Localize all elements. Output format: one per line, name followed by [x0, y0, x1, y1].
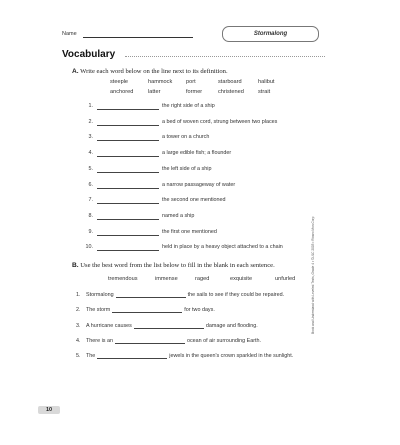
definition-text: a large edible fish; a flounder [162, 150, 232, 157]
answer-blank[interactable] [97, 250, 159, 251]
definition-text: the second one mentioned [162, 197, 226, 204]
sentence-after-text: jewels in the queen's crown sparkled in the sunlight. [169, 353, 294, 360]
answer-blank[interactable] [97, 172, 159, 173]
sentence-row [76, 323, 258, 329]
section-b-letter: B. [72, 262, 79, 269]
answer-blank[interactable] [97, 140, 159, 141]
answer-blank[interactable] [97, 235, 159, 236]
sentence-after-text: for two days. [184, 307, 215, 314]
definition-text: the left side of a ship [162, 165, 212, 172]
section-b-text: Use the best word from the list below to fill in the blank in each sentence. [80, 262, 275, 269]
word-bank-item: latter [148, 89, 161, 95]
name-label: Name [62, 31, 77, 37]
definition-text: the right side of a ship [162, 103, 215, 109]
copyright-notice: Book and Understand with Leveled Texts, Grade 4 • ©LSC 2003 • Rivaro Mon Corp [311, 216, 315, 334]
sentence-before-text: There is an [86, 337, 113, 344]
section-a-instruction [72, 68, 228, 75]
sentence-blank[interactable] [97, 353, 167, 359]
word-bank-item: tremendous [108, 276, 138, 282]
item-number: 3. [88, 134, 93, 141]
answer-blank[interactable] [97, 219, 159, 220]
sentence-blank[interactable] [112, 307, 182, 313]
item-number: 7. [88, 197, 93, 204]
answer-blank[interactable] [97, 109, 159, 110]
word-bank-item: former [186, 89, 203, 95]
name-blank[interactable] [83, 37, 193, 38]
word-bank-item: christened [218, 89, 244, 95]
sentence-after-text: ocean of air surrounding Earth. [186, 337, 261, 344]
item-number: 9. [88, 228, 93, 235]
sentence-blank[interactable] [116, 292, 186, 298]
word-bank-item: exquisite [230, 276, 253, 282]
sentence-after-text: the sails to see if they could be repaired. [187, 292, 285, 298]
sentence-after-text: damage and flooding. [205, 322, 258, 329]
sentence-number: 4. [76, 337, 81, 344]
section-a-letter: A. [72, 68, 79, 75]
word-bank-item: immense [155, 276, 178, 282]
word-bank-item: steeple [110, 79, 129, 85]
sentence-before-text: Stormalong [86, 292, 114, 298]
sentence-row [76, 292, 284, 298]
definition-text: a bed of woven cord, strung between two places [162, 118, 278, 125]
sentence-number: 2. [76, 307, 81, 314]
section-b-instruction [72, 262, 275, 269]
sentence-number: 1. [76, 292, 81, 298]
sentence-blank[interactable] [115, 338, 185, 344]
word-bank-item: halibut [258, 79, 275, 85]
answer-blank[interactable] [97, 156, 159, 157]
word-bank-item: anchored [110, 89, 134, 95]
definition-text: a tower on a church [162, 134, 210, 141]
vocabulary-title: Vocabulary [62, 49, 116, 60]
item-number: 6. [88, 181, 93, 188]
item-number: 10. [85, 244, 93, 251]
story-tag: Stormalong [222, 26, 319, 42]
sentence-row [76, 353, 293, 359]
definition-text: named a ship [162, 212, 195, 219]
sentence-before-text: The [86, 353, 96, 360]
sentence-before-text: A hurricane causes [86, 322, 132, 329]
sentence-number: 3. [76, 322, 81, 329]
word-bank-item: hammock [148, 79, 173, 85]
definition-text: a narrow passageway of water [162, 181, 236, 188]
item-number: 2. [88, 118, 93, 125]
item-number: 4. [88, 150, 93, 157]
answer-blank[interactable] [97, 125, 159, 126]
item-number: 1. [88, 103, 93, 109]
definition-text: the first one mentioned [162, 228, 217, 235]
answer-blank[interactable] [97, 188, 159, 189]
word-bank-item: starboard [218, 79, 242, 85]
word-bank-item: port [186, 79, 196, 85]
sentence-before-text: The storm [86, 307, 111, 314]
word-bank-item: strait [258, 89, 271, 95]
sentence-blank[interactable] [134, 323, 204, 329]
item-number: 8. [88, 212, 93, 219]
sentence-row [76, 307, 215, 313]
page-number: 10 [38, 406, 60, 414]
word-bank-item: raged [195, 276, 210, 282]
section-a-text: Write each word below on the line next to its definition. [80, 68, 228, 75]
item-number: 5. [88, 165, 93, 172]
answer-blank[interactable] [97, 203, 159, 204]
title-dotted-rule [125, 56, 325, 57]
sentence-row [76, 338, 261, 344]
sentence-number: 5. [76, 353, 81, 360]
word-bank-item: unfurled [275, 276, 296, 282]
definition-text: held in place by a heavy object attached to a chain [162, 244, 283, 251]
